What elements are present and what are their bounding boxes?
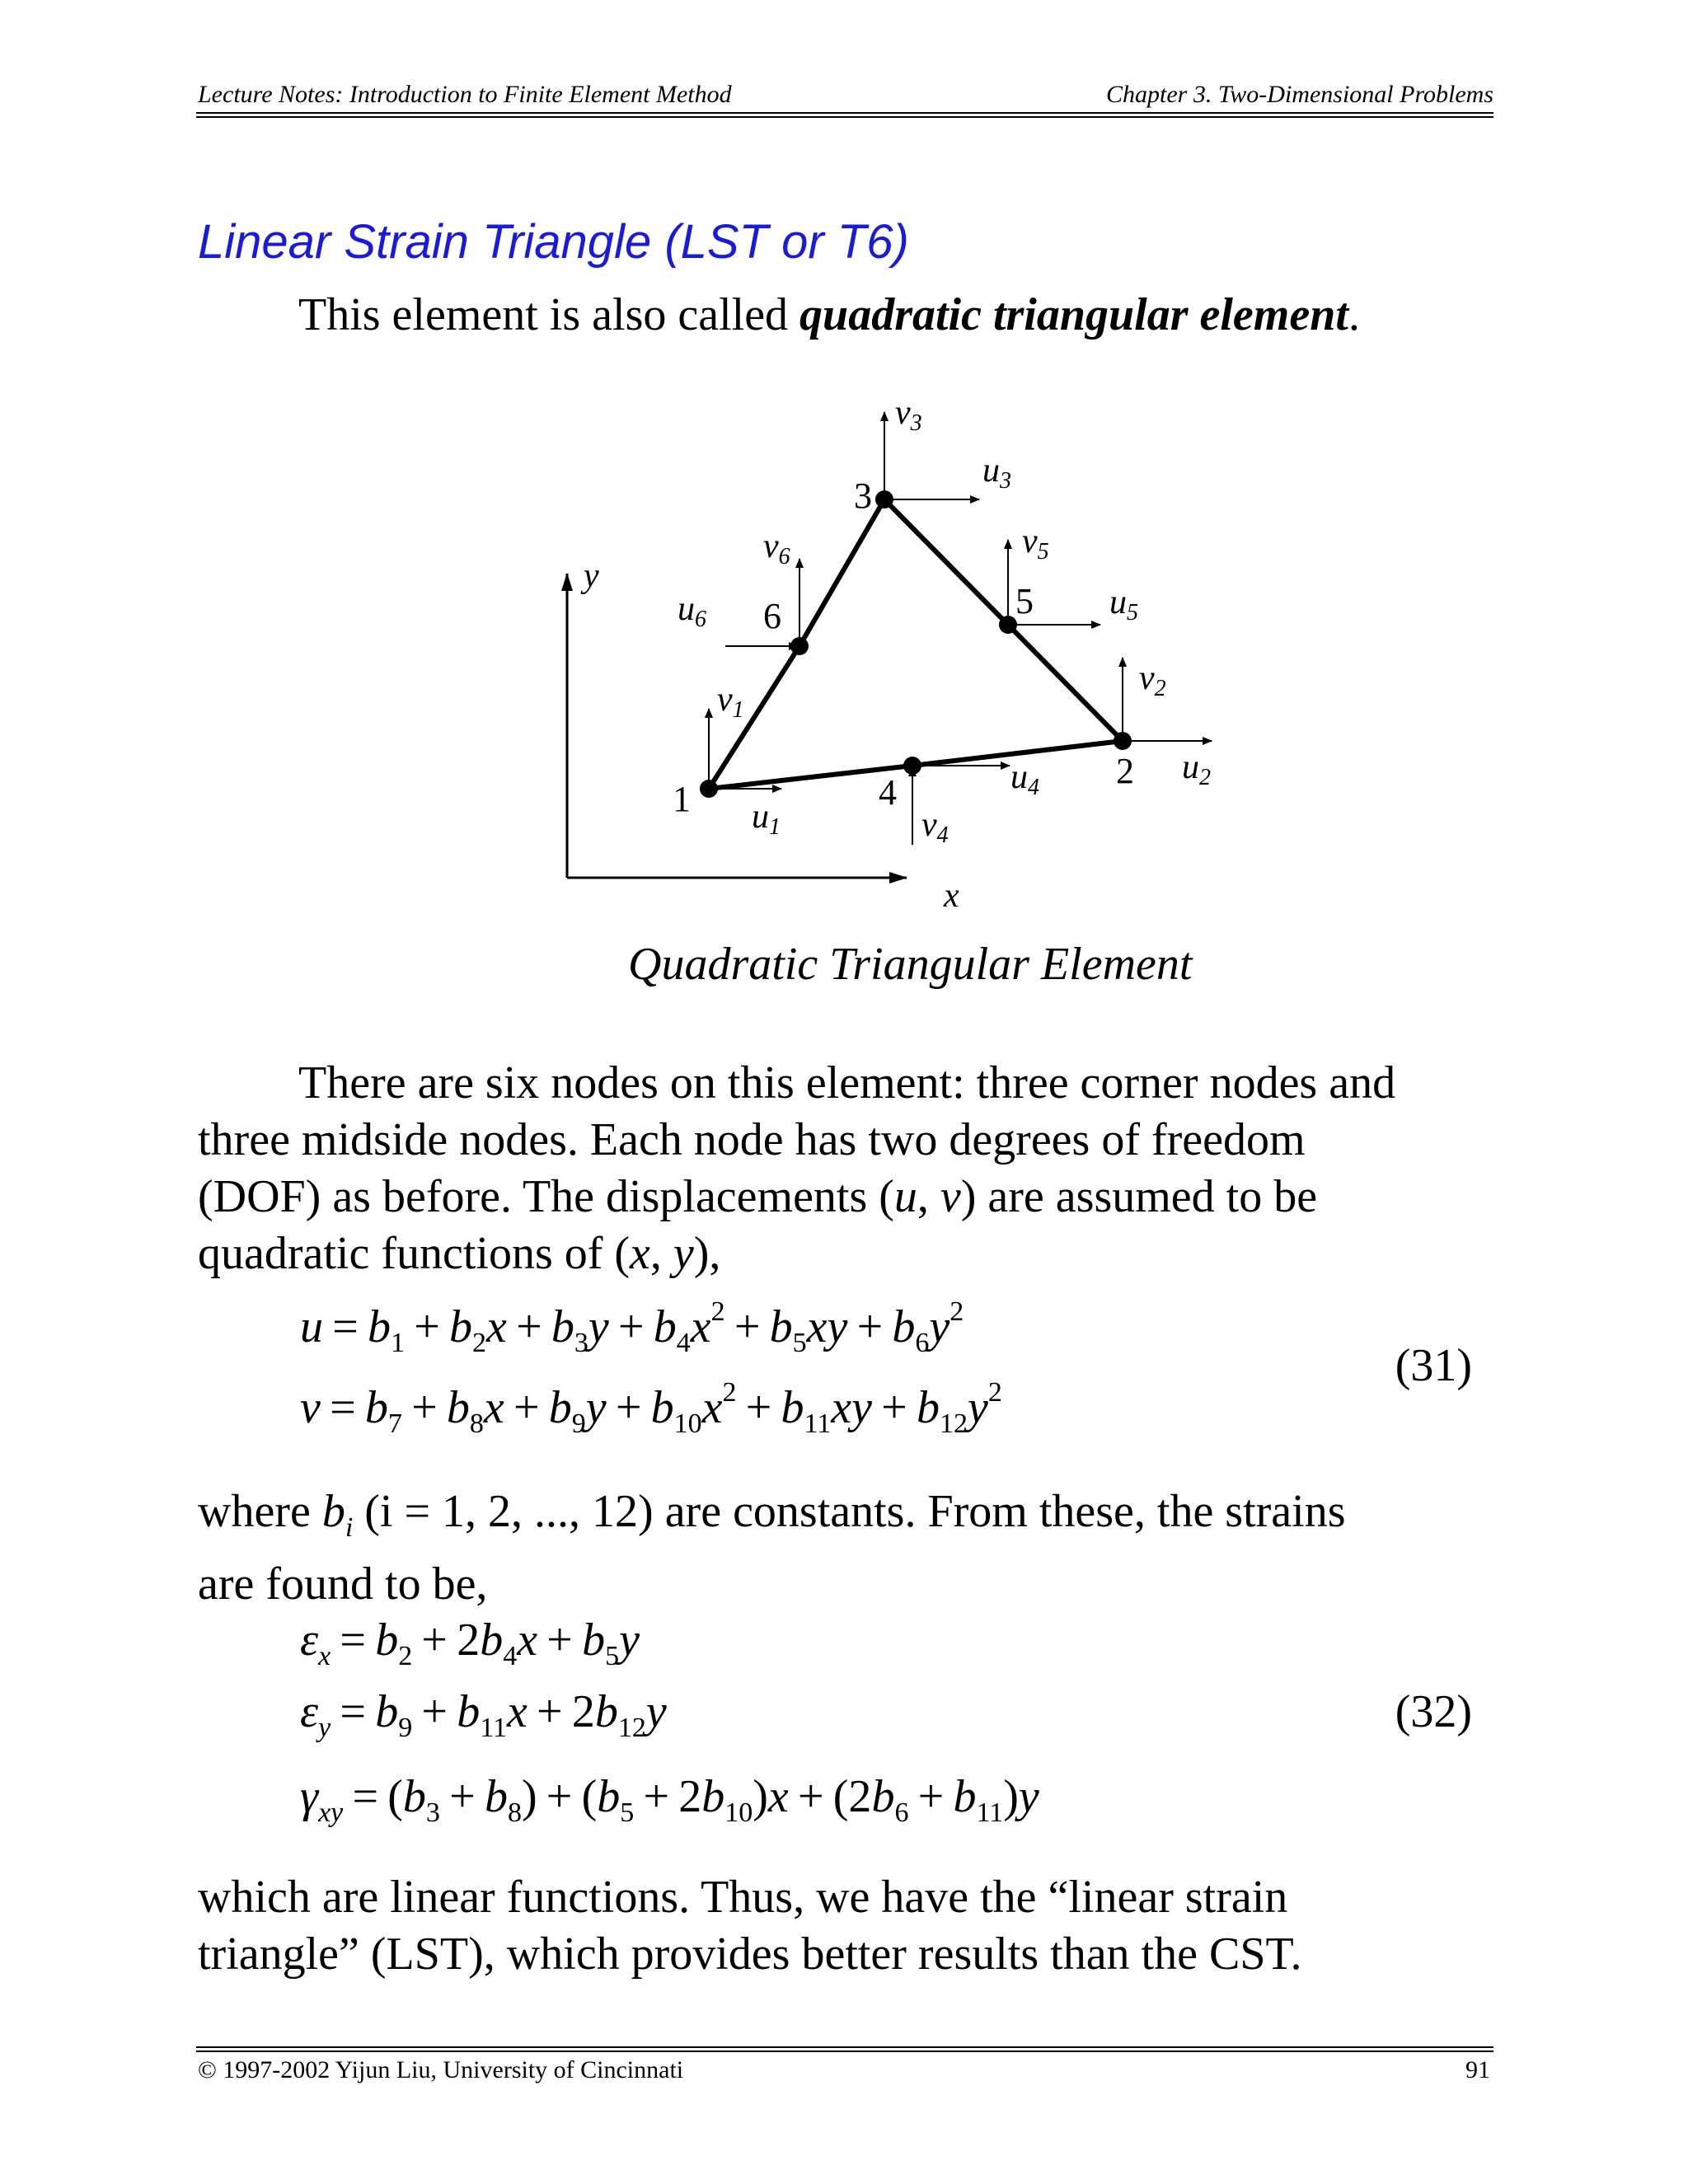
math-symbol: b (653, 1301, 677, 1352)
symbol-x: x (630, 1228, 650, 1279)
math-symbol: b (368, 1301, 392, 1352)
label-u6 (678, 590, 706, 632)
label-u1-letter: u (752, 798, 769, 836)
math-symbol: x (483, 1382, 504, 1433)
label-v4-sub: 4 (936, 823, 949, 848)
math-subscript: 2 (472, 1328, 487, 1358)
math-symbol: y (968, 1382, 988, 1433)
math-operator: + (736, 1382, 781, 1433)
label-u2 (1182, 748, 1211, 790)
math-operator: ) (753, 1771, 768, 1822)
math-symbol: v (300, 1382, 321, 1433)
math-subscript: 5 (792, 1328, 807, 1358)
label-v4-letter: v (921, 806, 937, 844)
node-6-label: 6 (763, 596, 781, 636)
math-symbol: ε (300, 1615, 319, 1666)
math-symbol: b (402, 1771, 426, 1822)
math-symbol: u (300, 1301, 323, 1352)
math-operator: + (724, 1301, 770, 1352)
label-v3 (895, 394, 922, 436)
math-operator: + 2 (412, 1615, 481, 1666)
math-symbol: b (480, 1615, 504, 1666)
node-4-label: 4 (879, 772, 897, 813)
paragraph-nodes (198, 1055, 1395, 1282)
text-span: quadratic functions of ( (198, 1228, 631, 1279)
footer-rule (196, 2046, 1493, 2048)
label-v2-letter: v (1139, 659, 1155, 697)
intro-suffix: . (1348, 289, 1360, 340)
node-5-label: 5 (1015, 581, 1034, 621)
math-symbol: x (701, 1382, 723, 1433)
math-operator: + (439, 1771, 485, 1822)
label-u2-sub: 2 (1199, 765, 1211, 790)
math-symbol: x (517, 1615, 538, 1666)
math-symbol: y (645, 1686, 667, 1737)
math-subscript: x (318, 1641, 331, 1671)
math-symbol: x (506, 1686, 528, 1737)
paragraph-conclusion (198, 1869, 1302, 1983)
text-span: where (198, 1486, 322, 1537)
equation-v (300, 1377, 1002, 1439)
math-operator: + (908, 1771, 954, 1822)
paragraph-line (198, 1483, 1346, 1556)
math-operator: + (2 (788, 1771, 872, 1822)
math-symbol: γ (300, 1771, 319, 1822)
math-operator: + 2 (634, 1771, 702, 1822)
node-2-dot (1114, 732, 1132, 750)
math-symbol: x (767, 1771, 789, 1822)
equation-eps-y (300, 1685, 667, 1743)
text-span: (DOF) as before. The displacements ( (198, 1171, 894, 1222)
text-span: (i = 1, 2, ..., 12) are constants. From these, the strains (353, 1486, 1346, 1537)
math-operator: = (331, 1686, 376, 1737)
figure-caption: Quadratic Triangular Element (628, 939, 1193, 990)
math-operator: + (537, 1615, 583, 1666)
page-number: 91 (1465, 2056, 1490, 2083)
paragraph-line: triangle” (LST), which provides better results than the CST. (198, 1929, 1302, 1980)
label-u6-letter: u (678, 590, 695, 628)
math-operator: + (871, 1382, 917, 1433)
math-symbol: x (806, 1301, 828, 1352)
math-superscript: 2 (987, 1377, 1002, 1408)
quadratic-triangle-diagram (0, 0, 1688, 989)
running-header-right: Chapter 3. Two-Dimensional Problems (1106, 81, 1493, 108)
text-span: , (649, 1228, 673, 1279)
label-u1-sub: 1 (769, 814, 781, 840)
footer-copyright: © 1997-2002 Yijun Liu, University of Cincinnati (198, 2056, 684, 2083)
math-symbol: b (594, 1686, 618, 1737)
node-4-dot (903, 757, 921, 775)
node-2-label: 2 (1116, 751, 1134, 791)
label-u3-sub: 3 (1000, 468, 1011, 494)
math-symbol: b (781, 1382, 804, 1433)
math-subscript: 1 (391, 1328, 406, 1358)
math-subscript: 3 (425, 1797, 440, 1828)
math-subscript: 10 (724, 1797, 753, 1828)
math-operator: + (405, 1301, 450, 1352)
node-5-dot (999, 616, 1017, 634)
math-subscript: 3 (574, 1328, 588, 1358)
math-symbol: b (449, 1301, 473, 1352)
equation-u (300, 1296, 964, 1358)
label-v6 (763, 527, 790, 569)
math-superscript: 2 (710, 1296, 725, 1327)
label-v6-letter: v (763, 527, 779, 565)
text-span: ), (693, 1228, 721, 1279)
intro-prefix: This element is also called (298, 289, 800, 340)
label-v5-letter: v (1022, 523, 1038, 560)
math-operator: = ( (343, 1771, 403, 1822)
math-symbol: b (551, 1301, 574, 1352)
math-subscript: 6 (915, 1328, 930, 1358)
math-symbol: b (375, 1686, 399, 1737)
math-subscript: 8 (507, 1797, 522, 1828)
label-u3-letter: u (982, 452, 1000, 490)
math-subscript: 6 (894, 1797, 909, 1828)
label-v2 (1139, 659, 1166, 701)
running-header-left: Lecture Notes: Introduction to Finite Element Method (198, 81, 732, 108)
math-operator: + (412, 1686, 457, 1737)
math-subscript: 5 (620, 1797, 635, 1828)
math-subscript: y (318, 1713, 331, 1743)
symbol-v: v (940, 1171, 961, 1222)
math-subscript: 12 (617, 1713, 646, 1743)
math-symbol: b (871, 1771, 895, 1822)
math-operator: + (506, 1301, 551, 1352)
math-symbol: b (364, 1382, 388, 1433)
math-operator: + (608, 1301, 654, 1352)
equation-eps-x (300, 1614, 640, 1671)
node-3-dot (875, 490, 893, 509)
math-operator: ) + ( (521, 1771, 598, 1822)
label-u4-letter: u (1010, 758, 1028, 796)
math-symbol: b (446, 1382, 470, 1433)
equation-number-31: (31) (1395, 1340, 1472, 1391)
math-symbol: y (929, 1301, 950, 1352)
paragraph-line (198, 1226, 1395, 1282)
label-u2-letter: u (1182, 748, 1199, 786)
label-v4 (921, 806, 949, 848)
math-symbol: y (619, 1615, 640, 1666)
math-operator: ) (1003, 1771, 1019, 1822)
symbol-u: u (893, 1171, 917, 1222)
math-subscript: 11 (480, 1713, 507, 1743)
math-operator: + (847, 1301, 893, 1352)
label-u3 (982, 452, 1011, 494)
math-symbol: b (917, 1382, 940, 1433)
math-symbol: y (588, 1301, 609, 1352)
math-symbol: b (597, 1771, 621, 1822)
paragraph-constants (198, 1483, 1346, 1613)
math-superscript: 2 (950, 1296, 964, 1327)
math-symbol: b (701, 1771, 725, 1822)
math-subscript: 9 (571, 1408, 586, 1439)
label-u5 (1109, 583, 1138, 626)
math-subscript: 4 (503, 1641, 518, 1671)
math-symbol: y (827, 1301, 848, 1352)
math-symbol: b (892, 1301, 916, 1352)
math-symbol: b (650, 1382, 674, 1433)
label-u4-sub: 4 (1028, 775, 1039, 800)
math-symbol: y (851, 1382, 872, 1433)
equation-gamma-xy (300, 1770, 1039, 1828)
math-operator: + (504, 1382, 549, 1433)
symbol-i: i (345, 1512, 354, 1544)
paragraph-line: are found to be, (198, 1558, 488, 1610)
node-1-dot (700, 780, 718, 798)
label-v5-sub: 5 (1037, 539, 1049, 565)
math-symbol: y (1018, 1771, 1039, 1822)
math-symbol: ε (300, 1686, 319, 1737)
paragraph-line (198, 1169, 1395, 1226)
math-subscript: 11 (804, 1408, 832, 1439)
math-operator: + (606, 1382, 651, 1433)
math-symbol: b (548, 1382, 572, 1433)
math-subscript: 4 (676, 1328, 691, 1358)
label-u6-sub: 6 (695, 607, 706, 632)
node-1-label: 1 (673, 779, 691, 819)
label-u4 (1010, 758, 1039, 800)
math-operator: + (401, 1382, 447, 1433)
x-axis-label: x (944, 877, 959, 915)
text-span: , (917, 1171, 940, 1222)
math-symbol: y (585, 1382, 607, 1433)
math-symbol: b (484, 1771, 508, 1822)
math-symbol: b (375, 1615, 399, 1666)
label-u5-sub: 5 (1127, 600, 1138, 626)
math-subscript: 11 (976, 1797, 1004, 1828)
node-6-dot (790, 637, 809, 655)
math-symbol: x (486, 1301, 507, 1352)
math-subscript: 12 (940, 1408, 968, 1439)
math-symbol: b (769, 1301, 793, 1352)
y-axis-label: y (584, 557, 599, 595)
node-3-label: 3 (854, 476, 872, 516)
paragraph-line: There are six nodes on this element: three corner nodes and (298, 1057, 1396, 1108)
symbol-y: y (673, 1228, 694, 1279)
label-u5-letter: u (1109, 583, 1127, 621)
label-v2-sub: 2 (1154, 676, 1166, 701)
math-operator: = (323, 1301, 368, 1352)
math-superscript: 2 (722, 1377, 737, 1408)
paragraph-line: three midside nodes. Each node has two degrees of freedom (198, 1114, 1306, 1165)
intro-emphasis: quadratic triangular element (799, 289, 1348, 340)
math-symbol: b (582, 1615, 606, 1666)
math-subscript: 10 (673, 1408, 702, 1439)
label-v5 (1022, 523, 1049, 565)
section-title: Linear Strain Triangle (LST or T6) (198, 215, 909, 269)
math-subscript: 2 (398, 1641, 413, 1671)
math-operator: = (320, 1382, 365, 1433)
math-subscript: 7 (387, 1408, 402, 1439)
math-symbol: x (831, 1382, 852, 1433)
label-v3-sub: 3 (910, 410, 922, 436)
label-v3-letter: v (895, 394, 911, 432)
math-subscript: 8 (469, 1408, 484, 1439)
text-span: ) are assumed to be (960, 1171, 1318, 1222)
math-operator: = (331, 1615, 376, 1666)
math-symbol: x (690, 1301, 711, 1352)
symbol-b: b (321, 1486, 345, 1537)
equation-number-32: (32) (1395, 1686, 1472, 1737)
math-operator: + 2 (527, 1686, 595, 1737)
label-v1-letter: v (717, 681, 733, 719)
label-v1-sub: 1 (732, 697, 744, 723)
paragraph-line: which are linear functions. Thus, we have the “linear strain (198, 1872, 1288, 1923)
label-v1 (717, 681, 744, 723)
math-symbol: b (953, 1771, 977, 1822)
label-u1 (752, 798, 781, 840)
footer-rule-double (196, 2050, 1493, 2052)
math-subscript: xy (318, 1797, 344, 1828)
label-v6-sub: 6 (778, 544, 790, 569)
math-subscript: 9 (398, 1713, 413, 1743)
math-subscript: 5 (605, 1641, 620, 1671)
math-symbol: b (457, 1686, 481, 1737)
